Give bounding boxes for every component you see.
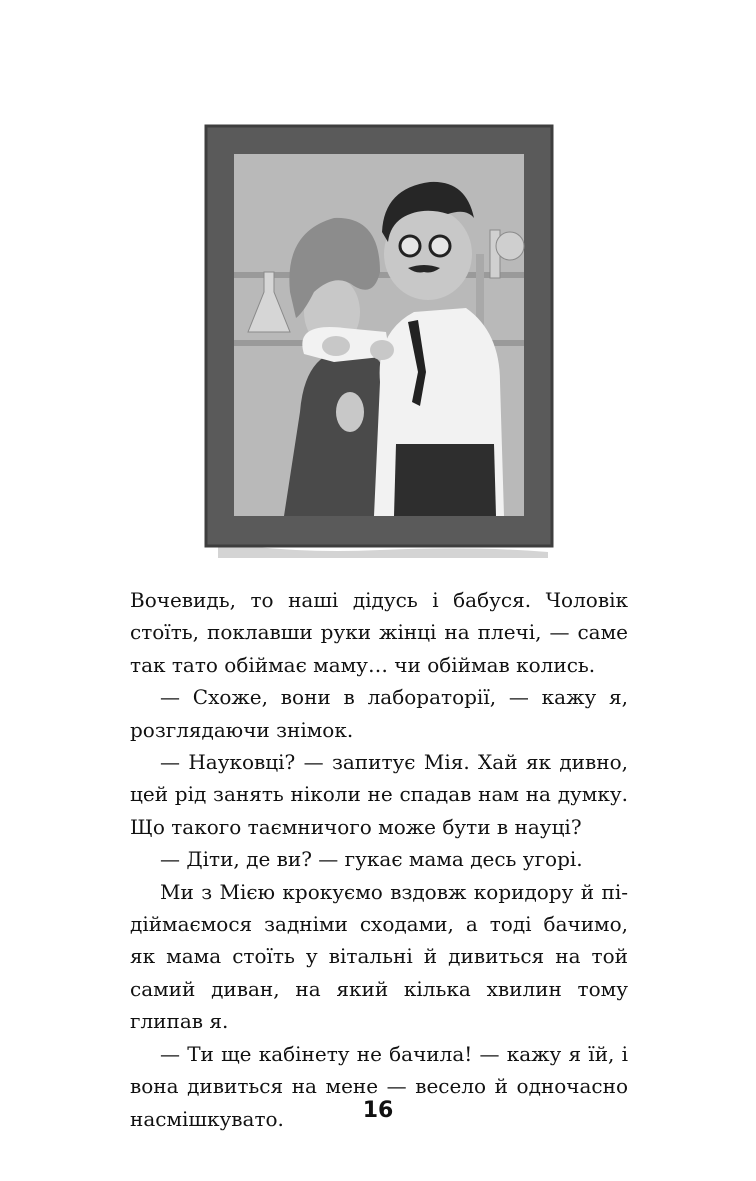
round-flask-icon [496,232,524,260]
paragraph: Вочевидь, то наші дідусь і бабуся. Чоловік стоїть, поклавши руки жінці на плечі, — саме так тато обіймає маму… чи обіймав колись. [130,588,628,677]
framed-photo-illustration [204,122,556,558]
paragraph: Ми з Мією крокуємо вздовж коридору й підіймаємося задніми сходами, а тоді бачимо, як мама стоїть у вітальні й дивиться на той самий диван, на який кілька хвилин тому глипав я. [130,879,628,1034]
paragraph: — Науковці? — запитує Мія. Хай як дивно, цей рід занять ніколи не спадав нам на думку. Що такого таємничого може бути в науці? [130,750,628,839]
paragraph: — Ти ще кабінету не бачила! — кажу я їй, і вона дивиться на мене — весело й одночасно насмішкувато. [130,1041,628,1131]
page-number: 16 [362,1098,394,1123]
glasses-icon [400,236,420,256]
paragraph: — Схоже, вони в лабораторії, — кажу я, розглядаючи знімок. [130,685,628,742]
body-text [130,584,628,1135]
paragraph: — Діти, де ви? — гукає мама десь угорі. [160,847,583,872]
photo-svg [204,122,556,558]
